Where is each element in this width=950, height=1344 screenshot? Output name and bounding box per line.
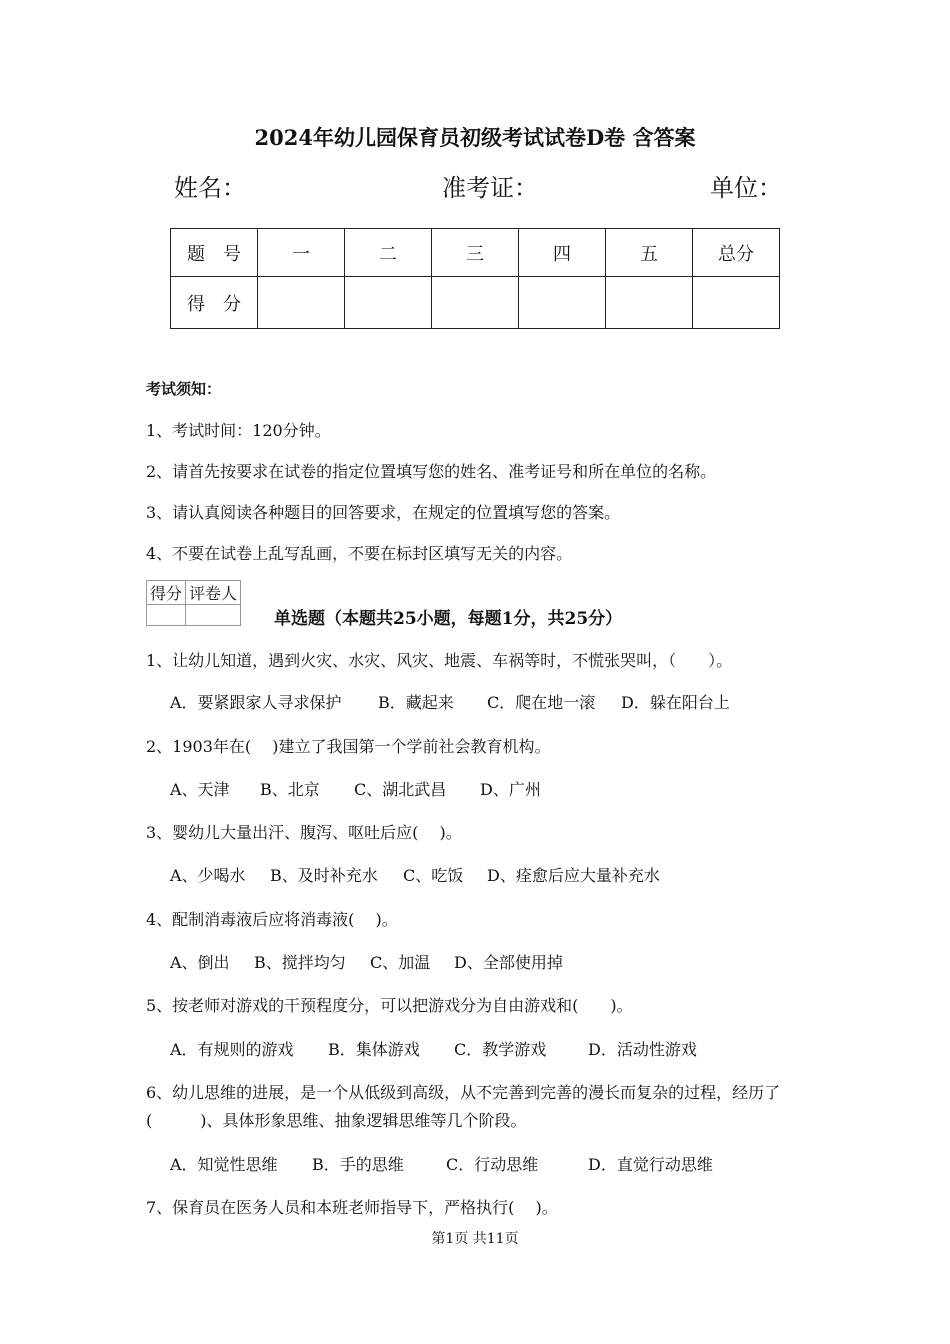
notice-item: 2、请首先按要求在试卷的指定位置填写您的姓名、准考证号和所在单位的名称。 bbox=[146, 462, 717, 481]
question-option: C、吃饭 bbox=[403, 866, 464, 885]
exam-id-field-label: 准考证： bbox=[442, 174, 538, 202]
score-table-cell: 得 分 bbox=[171, 277, 258, 329]
question-text: 2、1903年在( )建立了我国第一个学前社会教育机构。 bbox=[146, 737, 551, 756]
notice-item: 1、考试时间：120分钟。 bbox=[146, 421, 331, 440]
page-title: 2024年幼儿园保育员初级考试试卷D卷 含答案 bbox=[254, 125, 696, 150]
score-entry-cell bbox=[606, 277, 693, 329]
notice-title: 考试须知： bbox=[146, 380, 222, 398]
section-title: 单选题（本题共25小题，每题1分，共25分） bbox=[274, 609, 623, 629]
question-option: C．教学游戏 bbox=[454, 1040, 547, 1059]
question-option: A．有规则的游戏 bbox=[170, 1040, 294, 1059]
question-option: D．躲在阳台上 bbox=[621, 693, 730, 712]
question-text: 7、保育员在医务人员和本班老师指导下，严格执行( )。 bbox=[146, 1198, 558, 1217]
score-table-cell: 四 bbox=[519, 229, 606, 277]
score-table-cell: 题 号 bbox=[171, 229, 258, 277]
score-entry-cell bbox=[693, 277, 780, 329]
question-option: B．手的思维 bbox=[312, 1155, 404, 1174]
question-option: D、广州 bbox=[480, 780, 541, 799]
score-entry-cell bbox=[258, 277, 345, 329]
question-option: B、及时补充水 bbox=[270, 866, 378, 885]
question-option: C、湖北武昌 bbox=[354, 780, 447, 799]
question-option: D．直觉行动思维 bbox=[588, 1155, 713, 1174]
score-entry-cell bbox=[519, 277, 606, 329]
question-text: 1、让幼儿知道，遇到火灾、水灾、风灾、地震、车祸等时，不慌张哭叫，（ ）。 bbox=[146, 651, 733, 670]
question-text: 3、婴幼儿大量出汗、腹泻、呕吐后应( )。 bbox=[146, 823, 462, 842]
score-table bbox=[170, 228, 780, 329]
question-option: A．要紧跟家人寻求保护 bbox=[170, 693, 342, 712]
score-entry-cell bbox=[345, 277, 432, 329]
question-text-continued: ( )、具体形象思维、抽象逻辑思维等几个阶段。 bbox=[146, 1111, 527, 1130]
question-option: B．藏起来 bbox=[378, 693, 454, 712]
question-option: D．活动性游戏 bbox=[588, 1040, 697, 1059]
question-option: B．集体游戏 bbox=[328, 1040, 420, 1059]
question-text: 5、按老师对游戏的干预程度分，可以把游戏分为自由游戏和( )。 bbox=[146, 996, 633, 1015]
score-table-cell: 二 bbox=[345, 229, 432, 277]
name-field-label: 姓名： bbox=[174, 174, 246, 202]
score-table-cell: 五 bbox=[606, 229, 693, 277]
score-table-score-row bbox=[171, 277, 780, 329]
question-option: C．行动思维 bbox=[446, 1155, 539, 1174]
question-option: B、搅拌均匀 bbox=[254, 953, 346, 972]
grader-box bbox=[146, 580, 241, 626]
grader-reviewer-label: 评卷人 bbox=[186, 581, 241, 605]
question-option: D、痊愈后应大量补充水 bbox=[487, 866, 660, 885]
grader-score-cell bbox=[147, 605, 186, 626]
notice-item: 3、请认真阅读各种题目的回答要求，在规定的位置填写您的答案。 bbox=[146, 503, 621, 522]
notice-item: 4、不要在试卷上乱写乱画，不要在标封区填写无关的内容。 bbox=[146, 544, 573, 563]
score-table-cell: 三 bbox=[432, 229, 519, 277]
question-option: A．知觉性思维 bbox=[170, 1155, 278, 1174]
question-option: D、全部使用掉 bbox=[454, 953, 563, 972]
question-text: 4、配制消毒液后应将消毒液( )。 bbox=[146, 910, 398, 929]
score-table-cell: 一 bbox=[258, 229, 345, 277]
score-table-cell: 总分 bbox=[693, 229, 780, 277]
score-entry-cell bbox=[432, 277, 519, 329]
question-option: C、加温 bbox=[370, 953, 431, 972]
question-option: C．爬在地一滚 bbox=[487, 693, 596, 712]
score-table-header-row bbox=[171, 229, 780, 277]
question-option: A、天津 bbox=[170, 780, 230, 799]
question-option: A、倒出 bbox=[170, 953, 230, 972]
question-option: A、少喝水 bbox=[170, 866, 246, 885]
grader-reviewer-cell bbox=[186, 605, 241, 626]
question-option: B、北京 bbox=[260, 780, 320, 799]
question-text: 6、幼儿思维的进展，是一个从低级到高级，从不完善到完善的漫长而复杂的过程，经历了 bbox=[146, 1083, 781, 1102]
unit-field-label: 单位： bbox=[710, 174, 782, 202]
page-footer: 第1页 共11页 bbox=[431, 1231, 519, 1247]
grader-score-label: 得分 bbox=[147, 581, 186, 605]
